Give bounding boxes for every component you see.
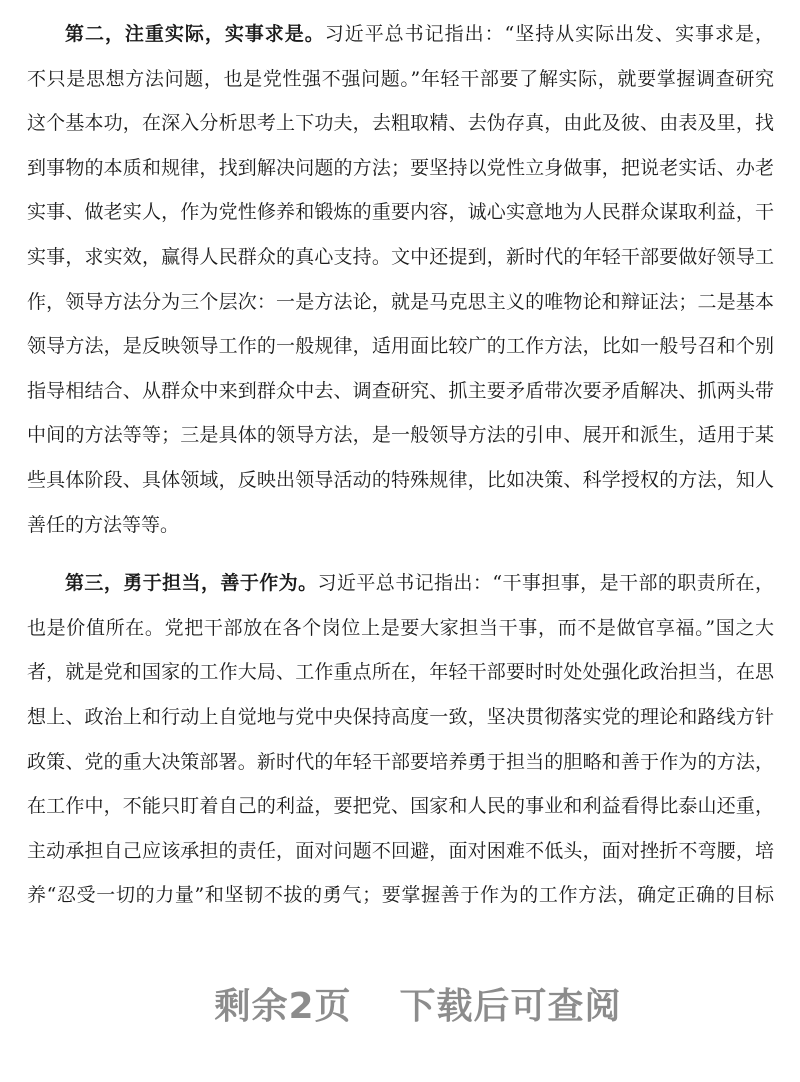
text-line <box>27 650 774 695</box>
text-line <box>27 873 774 918</box>
paragraph-heading: 第二，注重实际，实事求是。 <box>65 23 325 45</box>
line-text: 实事、做老实人，作为党性修养和锻炼的重要内容，诚心实意地为人民群众谋取利益，干 <box>27 201 774 224</box>
text-line <box>27 606 774 651</box>
text-line <box>27 57 774 102</box>
text-line <box>27 561 774 606</box>
text-line <box>27 740 774 785</box>
line-text: 这个基本功，在深入分析思考上下功夫，去粗取精、去伪存真，由此及彼、由表及里，找 <box>27 112 774 135</box>
line-text: 养“忍受一切的力量”和坚韧不拔的勇气；要掌握善于作为的工作方法，确定正确的目标 <box>27 884 774 907</box>
text-line <box>27 324 774 369</box>
text-line <box>27 784 774 829</box>
remaining-pages-text: 剩余2页 <box>214 986 352 1027</box>
text-line <box>27 190 774 235</box>
text-line <box>27 503 774 548</box>
line-text: 也是价值所在。党把干部放在各个岗位上是要大家担当干事，而不是做官享福。”国之大 <box>27 616 774 639</box>
paragraph-3 <box>27 561 774 918</box>
download-to-view-text: 下载后可查阅 <box>399 986 622 1027</box>
paragraph-2 <box>27 12 774 547</box>
paragraph-heading: 第三，勇于担当，善于作为。 <box>65 572 318 595</box>
text-line <box>27 280 774 325</box>
line-text: 习近平总书记指出：“干事担事，是干部的职责所在， <box>317 572 774 595</box>
text-line <box>27 458 774 503</box>
line-text: 想上、政治上和行动上自觉地与党中央保持高度一致，坚决贯彻落实党的理论和路线方针 <box>27 705 774 728</box>
line-text: 不只是思想方法问题，也是党性强不强问题。”年轻干部要了解实际，就要掌握调查研究 <box>27 67 774 90</box>
text-line <box>27 829 774 874</box>
text-line <box>27 146 774 191</box>
line-text: 实事，求实效，赢得人民群众的真心支持。文中还提到，新时代的年轻干部要做好领导工 <box>27 245 774 268</box>
line-text: 者，就是党和国家的工作大局、工作重点所在，年轻干部要时时处处强化政治担当，在思 <box>27 661 774 684</box>
text-line <box>27 369 774 414</box>
line-text: 作，领导方法分为三个层次：一是方法论，就是马克思主义的唯物论和辩证法；二是基本 <box>27 290 774 313</box>
line-text: 主动承担自己应该承担的责任，面对问题不回避，面对困难不低头，面对挫折不弯腰，培 <box>27 839 774 862</box>
line-text: 到事物的本质和规律，找到解决问题的方法；要坚持以党性立身做事，把说老实话、办老 <box>27 156 774 179</box>
line-text: 中间的方法等等；三是具体的领导方法，是一般领导方法的引申、展开和派生，适用于某 <box>27 424 774 447</box>
text-line <box>27 235 774 280</box>
text-line <box>27 101 774 146</box>
line-text: 领导方法，是反映领导工作的一般规律，适用面比较广的工作方法，比如一般号召和个别 <box>27 335 774 358</box>
text-line <box>27 695 774 740</box>
document-body <box>27 12 774 918</box>
text-line <box>27 12 774 57</box>
line-text: 指导相结合、从群众中来到群众中去、调查研究、抓主要矛盾带次要矛盾解决、抓两头带 <box>27 379 774 402</box>
line-text: 在工作中，不能只盯着自己的利益，要把党、国家和人民的事业和利益看得比泰山还重， <box>27 795 774 818</box>
download-prompt[interactable] <box>0 978 800 1029</box>
text-line <box>27 413 774 458</box>
line-text: 些具体阶段、具体领域，反映出领导活动的特殊规律，比如决策、科学授权的方法，知人 <box>27 468 774 491</box>
line-text: 习近平总书记指出：“坚持从实际出发、实事求是， <box>324 23 774 45</box>
line-text: 政策、党的重大决策部署。新时代的年轻干部要培养勇于担当的胆略和善于作为的方法， <box>27 750 774 773</box>
line-text: 善任的方法等等。 <box>27 513 180 536</box>
